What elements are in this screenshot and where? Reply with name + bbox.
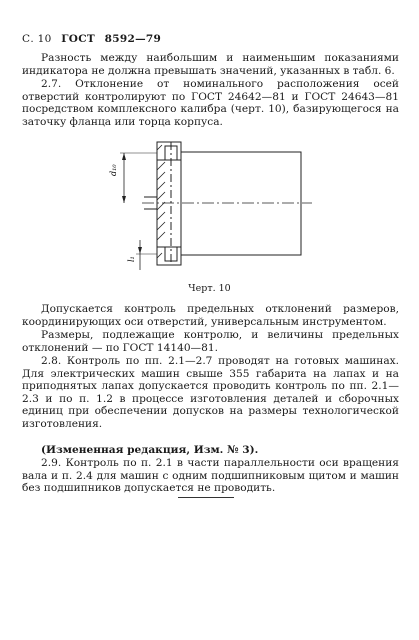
figure-caption: Черт. 10 <box>188 283 231 294</box>
paragraph-indicator-difference: Разность между наибольшим и наименьшим показаниями индикатора не должна превышать значений, указанных в табл. 6. <box>22 52 399 77</box>
paragraph-2-8: 2.8. Контроль по пп. 2.1—2.7 проводят на готовых машинах. Для электрических машин свыше 355 габарита на лапах и на приподнятых лапах допускается проводить контроль по пп. 2.1—2.3 и по п. 1.2 в процессе изготовления деталей и сборочных единиц при обеспечении допусков на размеры технологической изготовления. <box>22 355 399 430</box>
caliber-body <box>181 152 301 255</box>
paragraph-2-9: 2.9. Контроль по п. 2.1 в части параллельности оси вращения вала и п. 2.4 для машин с одним подшипниковым щитом и машин без подшипников допускается не проводить. <box>22 457 399 495</box>
end-rule <box>178 497 234 498</box>
dim-label-l: l₁ <box>127 256 136 262</box>
standard-number: 8592—79 <box>104 33 162 45</box>
paragraph-2-7: 2.7. Отклонение от номинального расположения осей отверстий контролируют по ГОСТ 24642—81 и ГОСТ 24643—81 посредством комплексного калибра (черт. 10), базирующегося на заточку фланца или торца корпуса. <box>22 78 399 128</box>
paragraph-dimensions: Размеры, подлежащие контролю, и величины предельных отклонений — по ГОСТ 14140—81. <box>22 329 399 354</box>
paragraph-amendment: (Измененная редакция, Изм. № 3). <box>41 444 259 456</box>
standard-label: ГОСТ <box>61 33 95 45</box>
paragraph-tolerance-control: Допускается контроль предельных отклонений размеров, координирующих оси отверстий, универсальным инструментом. <box>22 303 399 328</box>
dim-label-d: d₁₀ <box>109 164 118 176</box>
page-number: С. 10 <box>22 33 52 45</box>
